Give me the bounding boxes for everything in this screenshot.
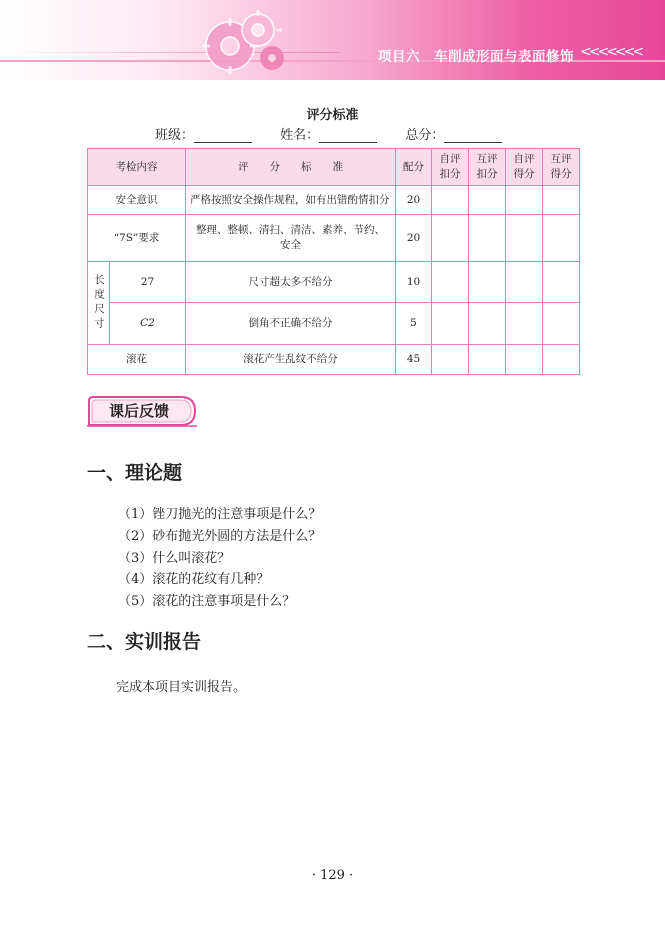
score-cell[interactable]: [543, 303, 580, 345]
score-cell[interactable]: [543, 345, 580, 375]
score-cell[interactable]: [469, 262, 506, 303]
score-cell[interactable]: [506, 303, 543, 345]
score-cell[interactable]: [469, 186, 506, 215]
row-group-length: [88, 262, 110, 345]
page-number: · 129 ·: [311, 868, 354, 883]
class-blank: [194, 128, 252, 143]
score-cell[interactable]: [432, 262, 469, 303]
table-row: [88, 262, 580, 303]
header-self-score: 自评 得分: [506, 149, 543, 186]
total-label: 总分：: [405, 128, 445, 143]
student-info-line: [155, 124, 526, 143]
page-header-band: [0, 0, 665, 80]
score-cell[interactable]: [543, 215, 580, 262]
score-cell[interactable]: [469, 303, 506, 345]
header-peer-deduct: 互评 扣分: [469, 149, 506, 186]
row-points: 20: [396, 215, 432, 262]
score-cell[interactable]: [506, 345, 543, 375]
list-item: （1）锉刀抛光的注意事项是什么？: [118, 507, 322, 522]
table-header-row: [88, 149, 580, 186]
row-item: C2: [110, 303, 186, 345]
score-cell[interactable]: [469, 215, 506, 262]
row-points: 45: [396, 345, 432, 375]
scoring-title: 评分标准: [306, 108, 359, 123]
header-points: 配分: [396, 149, 432, 186]
header-criteria: 评 分 标 准: [186, 149, 396, 186]
score-cell[interactable]: [432, 215, 469, 262]
row-item: “7S”要求: [88, 215, 186, 262]
row-item: 安全意识: [88, 186, 186, 215]
row-item: 滚花: [88, 345, 186, 375]
row-points: 10: [396, 262, 432, 303]
score-cell[interactable]: [506, 215, 543, 262]
gear-decoration-icon: [190, 8, 300, 78]
theory-question-list: [118, 504, 321, 613]
score-cell[interactable]: [432, 303, 469, 345]
row-points: 5: [396, 303, 432, 345]
group-label: 长度尺寸: [93, 274, 105, 332]
row-criteria: 尺寸超太多不给分: [186, 262, 396, 303]
table-row: [88, 186, 580, 215]
table-row: [88, 215, 580, 262]
report-heading: 二、实训报告: [87, 631, 202, 653]
table-row: [88, 303, 580, 345]
chevrons-icon: <<<<<<<: [580, 44, 642, 60]
list-item: （3）什么叫滚花？: [118, 550, 231, 566]
score-cell[interactable]: [506, 186, 543, 215]
name-blank: [319, 128, 377, 143]
scoring-table: [87, 148, 580, 375]
name-label: 姓名：: [280, 128, 320, 143]
report-text: 完成本项目实训报告。: [116, 680, 247, 695]
row-criteria: 倒角不正确不给分: [186, 303, 396, 345]
header-self-deduct: 自评 扣分: [432, 149, 469, 186]
class-label: 班级：: [155, 128, 195, 143]
header-item: 考检内容: [88, 149, 186, 186]
table-row: [88, 345, 580, 375]
row-criteria: 整理、整顿、清扫、清洁、素养、节约、安全: [186, 215, 396, 262]
feedback-badge-label: 课后反馈: [108, 402, 169, 420]
list-item: （2）砂布抛光外圆的方法是什么？: [118, 528, 322, 544]
score-cell[interactable]: [469, 345, 506, 375]
theory-heading: 一、理论题: [87, 462, 183, 484]
chapter-title: 项目六 车削成形面与表面修饰: [378, 49, 574, 65]
list-item: （4）滚花的花纹有几种？: [118, 572, 270, 588]
row-criteria: 严格按照安全操作规程，如有出错酌情扣分: [186, 186, 396, 215]
score-cell[interactable]: [506, 262, 543, 303]
row-criteria: 滚花产生乱纹不给分: [186, 345, 396, 375]
score-cell[interactable]: [543, 186, 580, 215]
row-item: 27: [110, 262, 186, 303]
score-cell[interactable]: [543, 262, 580, 303]
score-cell[interactable]: [432, 186, 469, 215]
row-points: 20: [396, 186, 432, 215]
header-peer-score: 互评 得分: [543, 149, 580, 186]
list-item: （5）滚花的注意事项是什么？: [118, 594, 296, 610]
total-blank: [444, 128, 502, 143]
score-cell[interactable]: [432, 345, 469, 375]
